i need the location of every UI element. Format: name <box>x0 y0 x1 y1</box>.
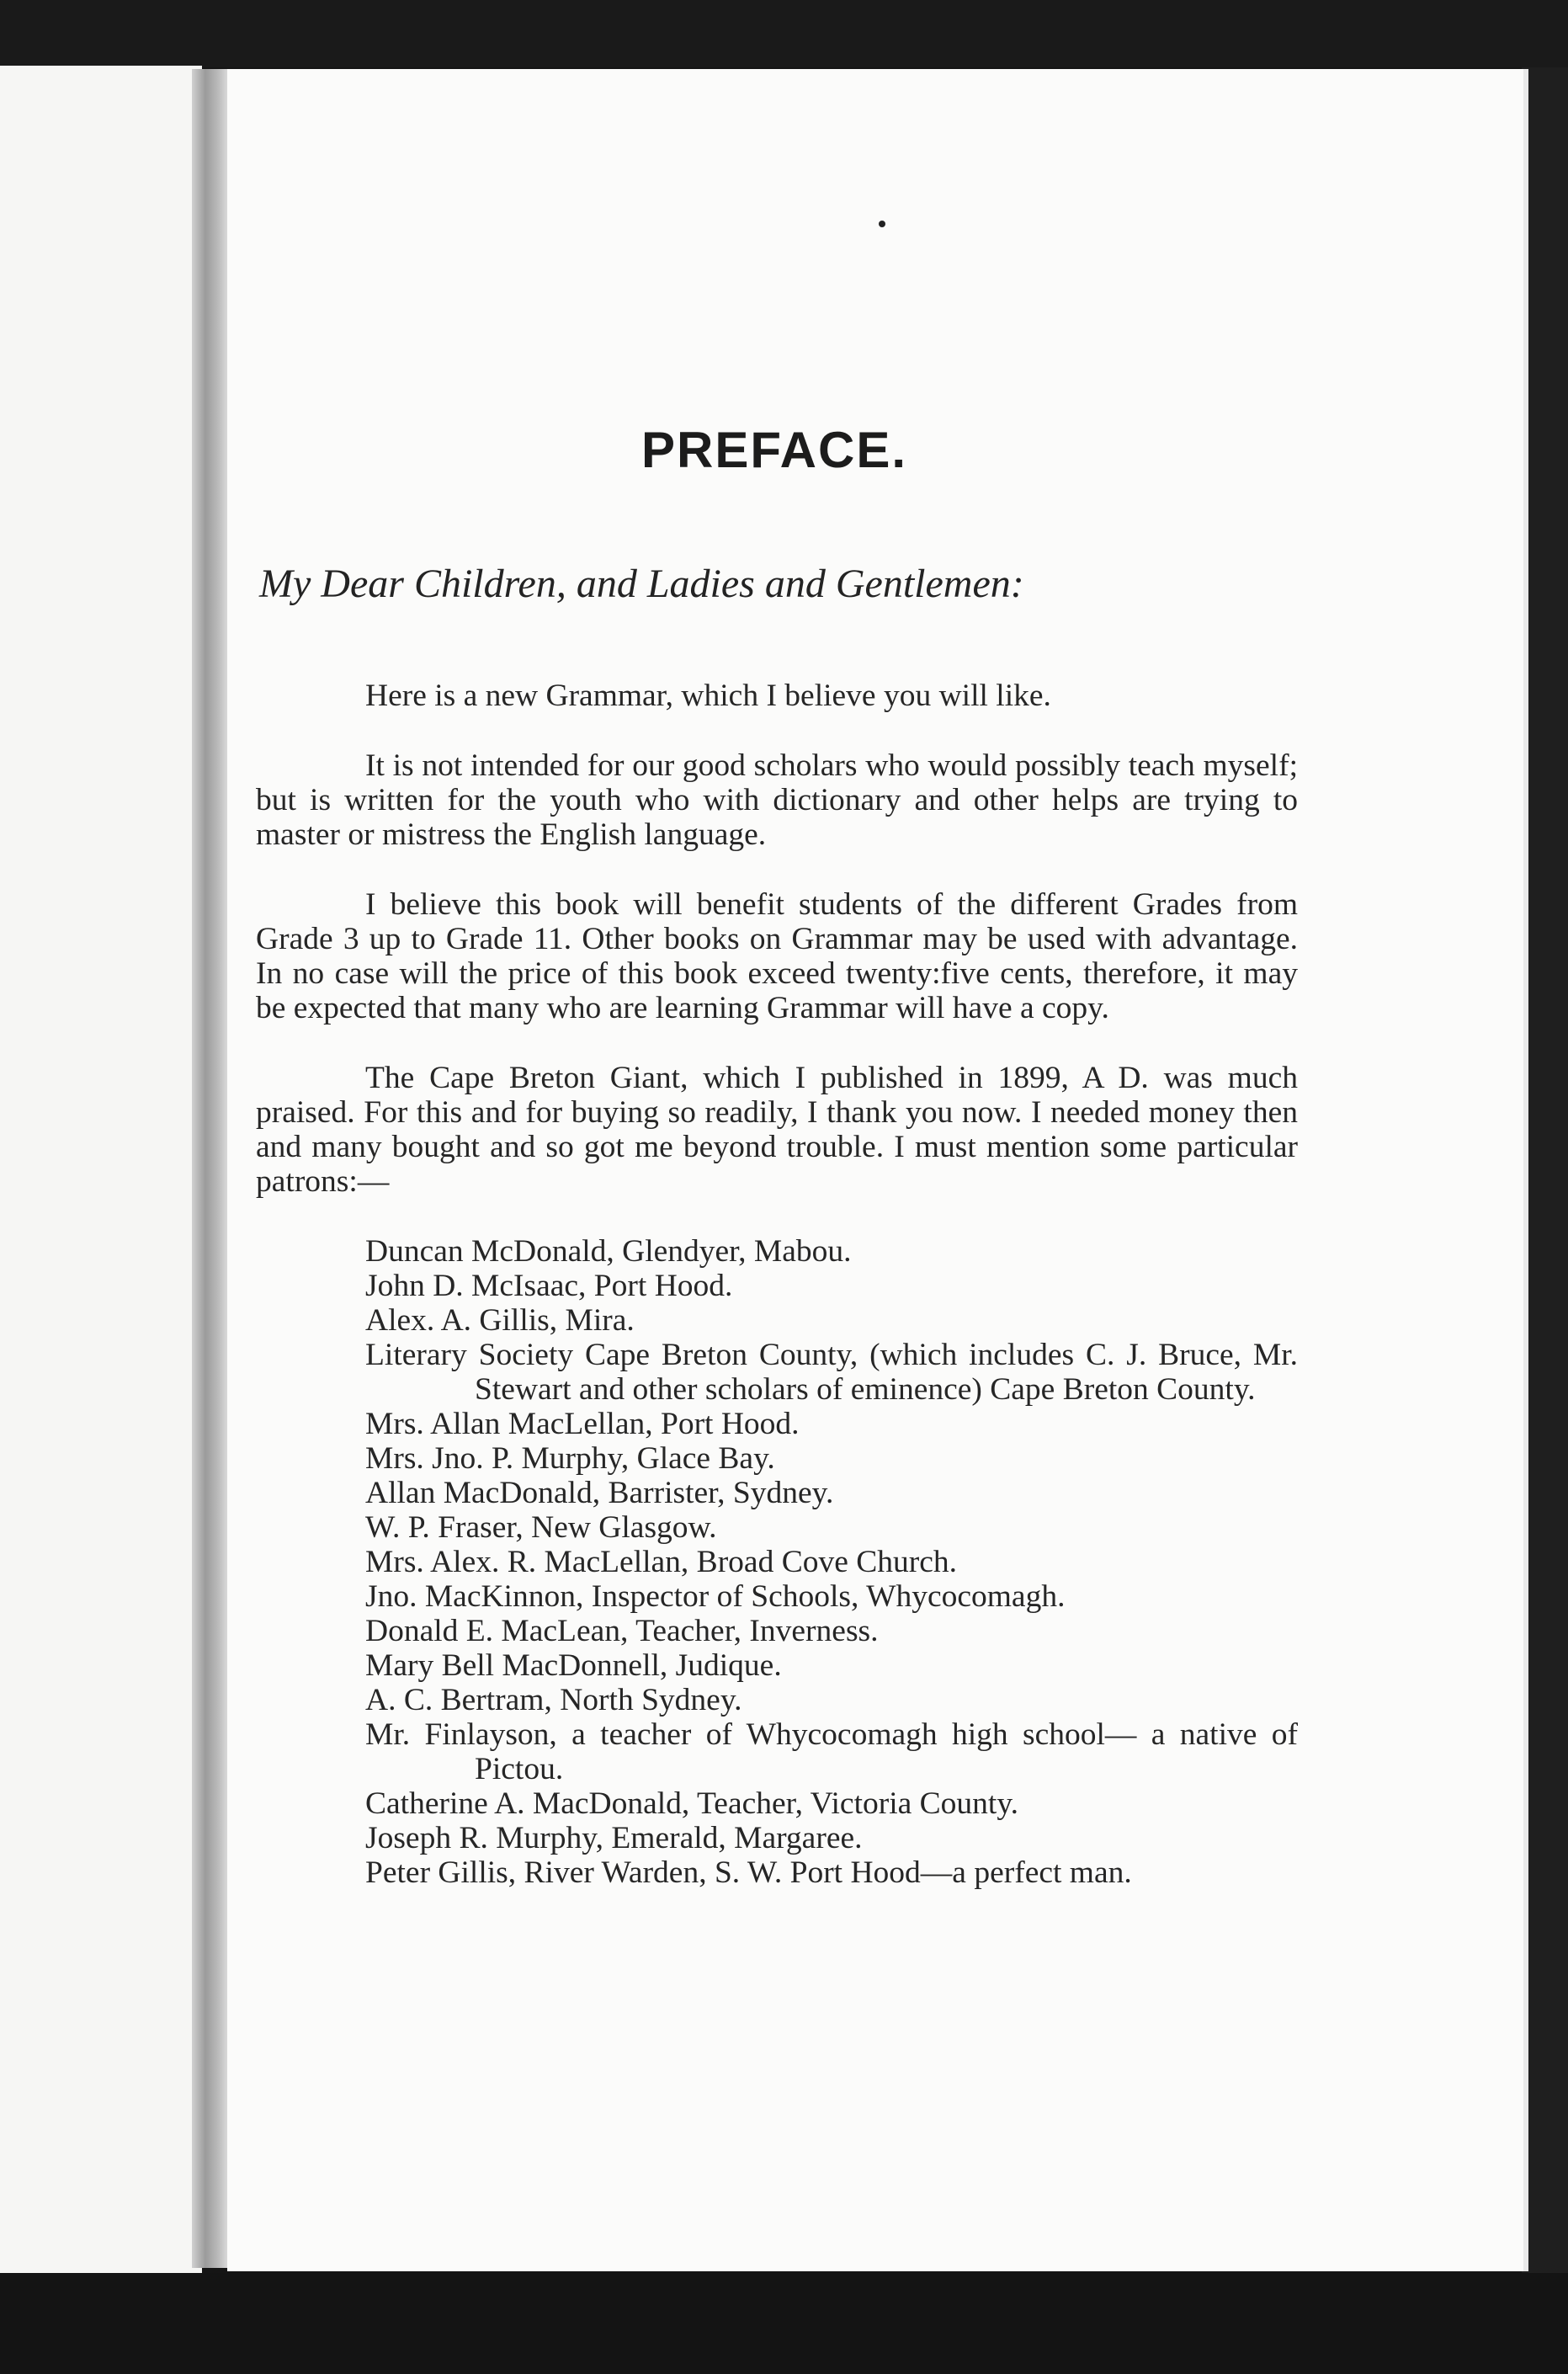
list-item: Duncan McDonald, Glendyer, Mabou. <box>365 1234 852 1269</box>
page-title: PREFACE. <box>640 422 908 478</box>
preface-body <box>256 679 1298 1890</box>
facing-page-edge <box>0 66 202 2273</box>
book-gutter <box>192 69 231 2268</box>
page-mark <box>879 221 885 227</box>
list-item: Mary Bell MacDonnell, Judique. <box>365 1648 782 1683</box>
list-item: Mr. Finlayson, a teacher of Whycocomagh high school— a native of Pictou. <box>365 1717 1298 1786</box>
list-item: Mrs. Allan MacLellan, Port Hood. <box>365 1407 800 1441</box>
list-item: Alex. A. Gillis, Mira. <box>365 1303 635 1338</box>
list-item: Donald E. MacLean, Teacher, Inverness. <box>365 1614 879 1648</box>
patron-list <box>365 1234 1298 1890</box>
list-item: Catherine A. MacDonald, Teacher, Victoria County. <box>365 1786 1019 1821</box>
paragraph: Here is a new Grammar, which I believe you will like. <box>365 679 1051 713</box>
list-item: John D. McIsaac, Port Hood. <box>365 1269 733 1303</box>
list-item: W. P. Fraser, New Glasgow. <box>365 1510 717 1545</box>
paragraph: I believe this book will benefit students of the different Grades from Grade 3 up to Grade 11. Other books on Grammar may be used with advantage. In no case will the price of this book exceed twenty:five cents, therefore, it may be expected that many who are learning Grammar will have a copy. <box>256 887 1298 1025</box>
list-item: Mrs. Alex. R. MacLellan, Broad Cove Church. <box>365 1545 957 1579</box>
list-item: Allan MacDonald, Barrister, Sydney. <box>365 1476 834 1510</box>
salutation: My Dear Children, and Ladies and Gentlemen: <box>259 562 1024 606</box>
film-border-right <box>1522 67 1568 2273</box>
list-item: A. C. Bertram, North Sydney. <box>365 1683 742 1717</box>
list-item: Literary Society Cape Breton County, (which includes C. J. Bruce, Mr. Stewart and other scholars of eminence) Cape Breton County. <box>365 1338 1298 1407</box>
list-item: Mrs. Jno. P. Murphy, Glace Bay. <box>365 1441 775 1476</box>
film-border-top <box>0 0 1568 67</box>
film-border-bottom <box>0 2273 1568 2374</box>
paragraph: The Cape Breton Giant, which I published in 1899, A D. was much praised. For this and for buying so readily, I thank you now. I needed money then and many bought and so got me beyond trouble. I must mention some particular patrons:— <box>256 1061 1298 1199</box>
list-item: Joseph R. Murphy, Emerald, Margaree. <box>365 1821 863 1855</box>
paragraph: It is not intended for our good scholars who would possibly teach myself; but is written for the youth who with dictionary and other helps are trying to master or mistress the English language. <box>256 748 1298 852</box>
list-item: Peter Gillis, River Warden, S. W. Port Hood—a perfect man. <box>365 1855 1132 1890</box>
list-item: Jno. MacKinnon, Inspector of Schools, Whycocomagh. <box>365 1579 1066 1614</box>
